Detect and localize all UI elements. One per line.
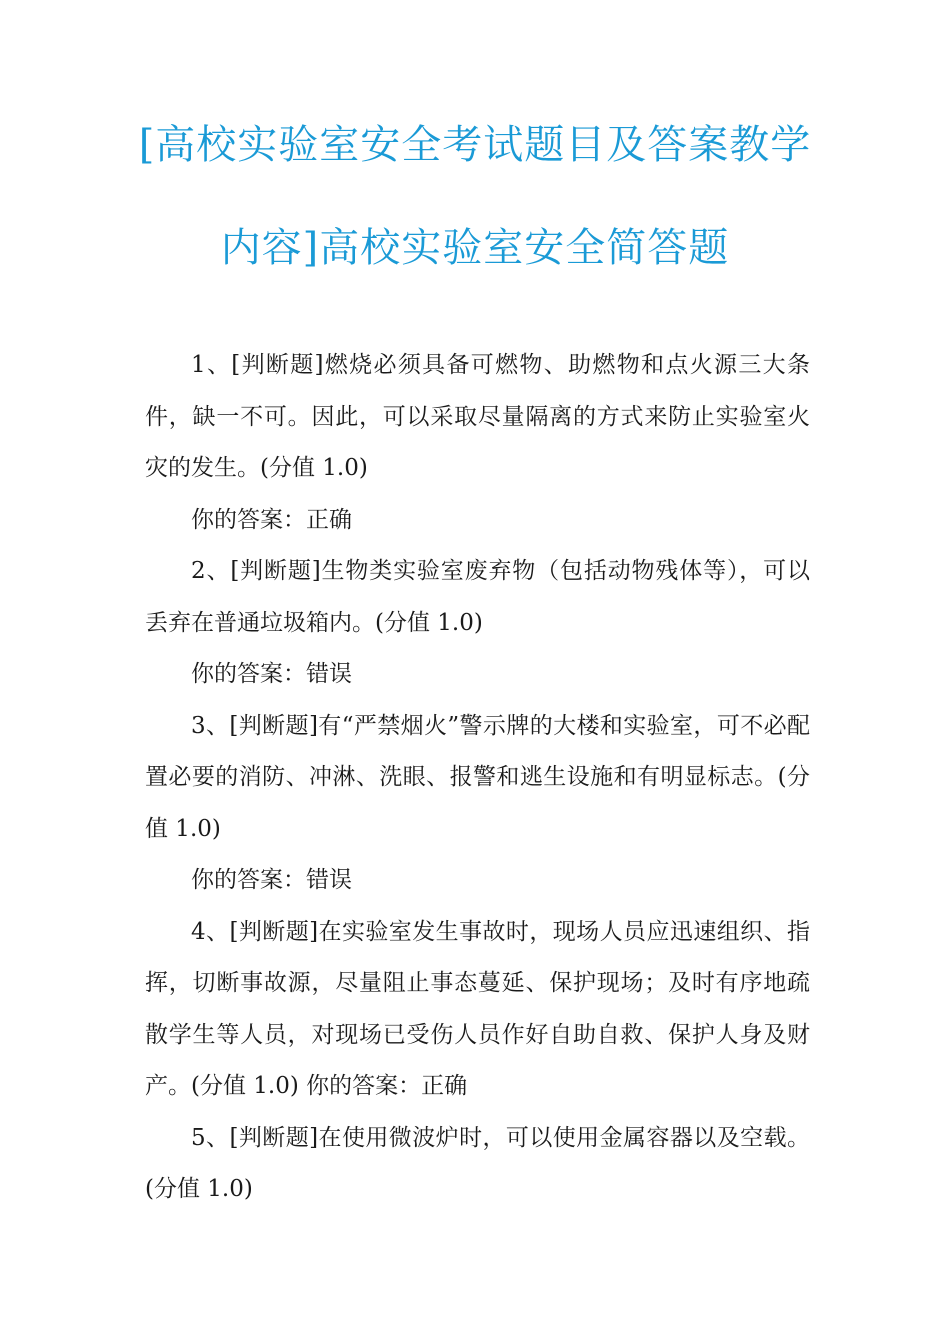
question-5: 5、[判断题]在使用微波炉时，可以使用金属容器以及空载。(分值 1.0) xyxy=(145,1124,810,1202)
answer-1: 你的答案：正确 xyxy=(191,506,352,533)
document-title-line-1: [高校实验室安全考试题目及答案教学 xyxy=(138,122,812,168)
document-body xyxy=(145,340,810,1216)
document-title-line-2: 内容]高校实验室安全简答题 xyxy=(220,225,730,271)
answer-3: 你的答案：错误 xyxy=(191,867,352,893)
question-2: 2、[判断题]生物类实验室废弃物（包括动物残体等），可以丢弃在普通垃圾箱内。(分值 1.0) xyxy=(145,558,810,636)
question-4-with-answer: 4、[判断题]在实验室发生事故时，现场人员应迅速组织、指挥，切断事故源，尽量阻止事态蔓延、保护现场；及时有序地疏散学生等人员，对现场已受伤人员作好自助自救、保护人身及财产。(分值 1.0) 你的答案：正确 xyxy=(145,918,810,1099)
answer-2: 你的答案：错误 xyxy=(191,661,352,687)
question-3: 3、[判断题]有“严禁烟火”警示牌的大楼和实验室，可不必配置必要的消防、冲淋、洗眼、报警和逃生设施和有明显标志。(分值 1.0) xyxy=(145,712,810,842)
question-1: 1、[判断题]燃烧必须具备可燃物、助燃物和点火源三大条件，缺一不可。因此，可以采取尽量隔离的方式来防止实验室火灾的发生。(分值 1.0) xyxy=(145,352,810,481)
